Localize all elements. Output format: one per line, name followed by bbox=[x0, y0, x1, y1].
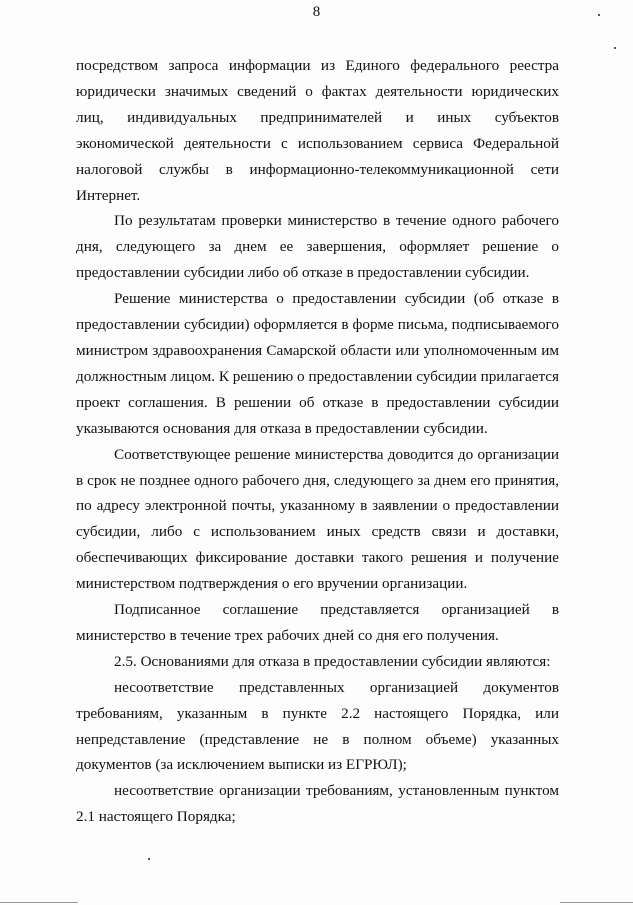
paragraph-refusal-documents: несоответствие представленных организацией документов требованиям, указанным в пункте 2.2 настоящего Порядка, или непредставление (представление не в полном объеме) указанных документов (за исключением выписки из ЕГРЮЛ); bbox=[76, 678, 559, 774]
scan-speck bbox=[598, 14, 600, 16]
paragraph-decision-letter: Решение министерства о предоставлении субсидии (об отказе в предоставлении субсидии) оформляется в форме письма, подписываемого министром здравоохранения Самарской области или уполномоченным им должностным лицом. К решению о предоставлении субсидии прилагается проект соглашения. В решении об отказе в предоставлении субсидии указываются основания для отказа в предоставлении субсидии. bbox=[76, 290, 559, 437]
paragraph-decision-delivery: Соответствующее решение министерства доводится до организации в срок не позднее одного рабочего дня, следующего за днем его принятия, по адресу электронной почты, указанному в заявлении о предоставлении субсидии, либо с использованием иных средств связи и доставки, обеспечивающих фиксирование доставки такого решения и получение министерством подтверждения о его вручении организации. bbox=[76, 445, 559, 593]
scan-edge-line bbox=[0, 902, 78, 903]
scan-edge-line bbox=[560, 902, 633, 903]
paragraph-registry-request: посредством запроса информации из Единого федерального реестра юридически значимых сведений о фактах деятельности юридических лиц, индивидуальных предпринимателей и иных субъектов экономической деятельности с использованием сервиса Федеральной налоговой службы в информационно-телекоммуникационной сети Интернет. bbox=[76, 57, 559, 204]
body-text bbox=[76, 53, 559, 830]
paragraph-signed-agreement: Подписанное соглашение представляется организацией в министерство в течение трех рабочих дней со дня его получения. bbox=[76, 601, 559, 644]
paragraph-refusal-requirements: несоответствие организации требованиям, установленным пунктом 2.1 настоящего Порядка; bbox=[76, 782, 559, 826]
paragraph-verification-decision: По результатам проверки министерство в течение одного рабочего дня, следующего за днем ее завершения, оформляет решение о предоставлении субсидии либо об отказе в предоставлении субсидии. bbox=[76, 212, 559, 282]
scan-speck bbox=[148, 858, 150, 860]
scan-speck bbox=[614, 47, 616, 49]
paragraph-refusal-grounds-heading: 2.5. Основаниями для отказа в предоставлении субсидии являются: bbox=[114, 652, 551, 670]
page-number: 8 bbox=[312, 4, 321, 20]
